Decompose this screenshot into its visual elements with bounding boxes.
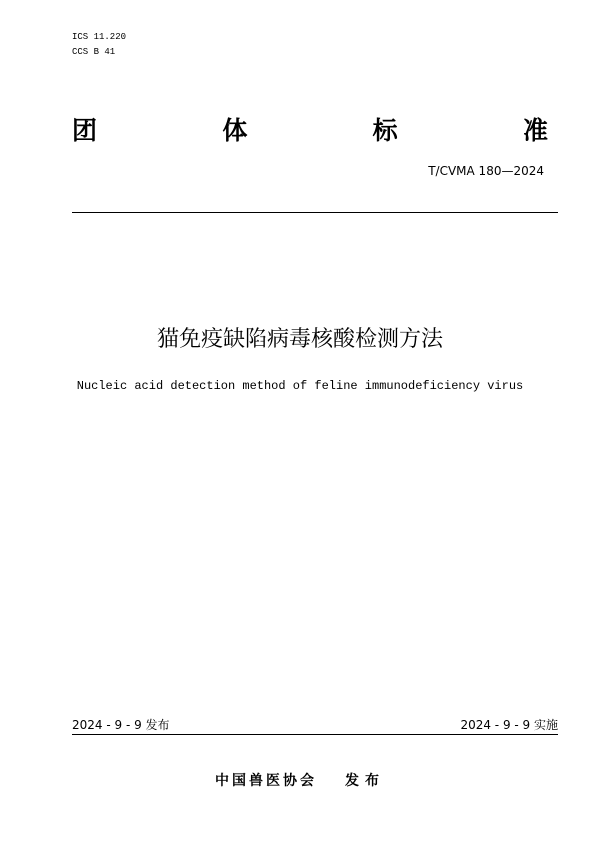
document-title-english: Nucleic acid detection method of feline immunodeficiency virus: [76, 379, 524, 393]
publisher-line: [0, 772, 600, 790]
standard-number: T/CVMA 180—2024: [428, 164, 544, 178]
standard-type-char: 体: [222, 116, 248, 145]
footer-divider: [72, 734, 558, 735]
standard-type-heading: [72, 116, 548, 146]
publisher-action: 发布: [345, 773, 385, 789]
ccs-code: CCS B 41: [72, 47, 116, 57]
standard-type-char: 准: [522, 116, 548, 145]
ics-code: ICS 11.220: [72, 32, 127, 42]
standard-type-char: 团: [72, 116, 98, 145]
publisher-name: 中国兽医协会: [215, 773, 317, 789]
implementation-date: 2024 - 9 - 9 实施: [460, 718, 558, 732]
header-divider: [72, 212, 558, 213]
classification-codes: [72, 30, 126, 60]
standard-type-char: 标: [372, 116, 398, 145]
issue-date: 2024 - 9 - 9 发布: [72, 718, 170, 732]
document-title-chinese: 猫免疫缺陷病毒核酸检测方法: [156, 327, 443, 352]
